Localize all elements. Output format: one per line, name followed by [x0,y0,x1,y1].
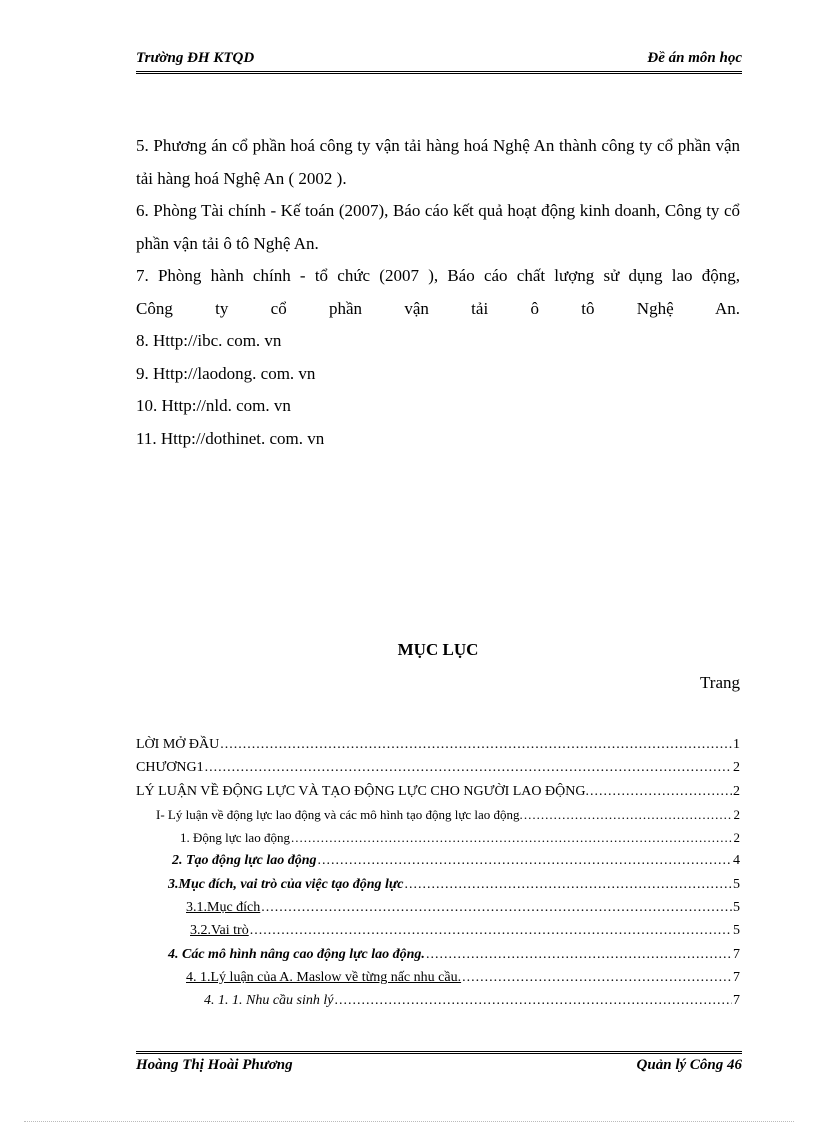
toc-entry-text: LỜI MỞ ĐẦU [136,737,220,752]
toc-entry-text: 3.Mục đích, vai trò của việc tạo động lực [168,876,404,892]
toc-row[interactable] [136,947,740,970]
toc-leader [404,877,732,893]
toc-row[interactable] [136,877,740,900]
toc-page-number: 5 [733,900,740,916]
toc-page-number: 2 [733,760,740,776]
toc-leader [462,970,732,986]
toc-title: MỤC LỤC [397,640,479,659]
toc-entry-text: 2. Tạo động lực lao động [172,853,317,869]
toc-entry-text: 4. Các mô hình nâng cao động lực lao động. [168,946,425,962]
toc-entry-text: 3.1.Mục đích [186,900,261,916]
toc-leader [220,737,732,753]
toc-page-number: 7 [733,969,740,985]
toc-page-number: 2 [733,783,740,799]
toc-page-number: 7 [733,946,740,962]
page-header [136,50,742,72]
table-of-contents [136,737,740,1017]
page-edge [24,1121,794,1122]
toc-entry-text: I- Lý luận về động lực lao động và các mô hình tạo động lực lao động. [156,806,523,822]
toc-entry-text: 1. Động lực lao động [180,830,290,846]
toc-entry-text: 4. 1. 1. Nhu cầu sinh lý [204,993,334,1009]
toc-row[interactable] [136,760,740,783]
toc-page-number: 5 [733,923,740,939]
reference-item: 9. Http://laodong. com. vn [136,363,316,383]
toc-row[interactable] [136,737,740,760]
toc-row[interactable] [136,923,740,946]
toc-page-number: 5 [733,876,740,892]
toc-row[interactable] [136,970,740,993]
toc-leader [291,830,733,846]
reference-item: 7. Phòng hành chính - tổ chức (2007 ), Báo cáo chất lượng sử dụng lao động, [136,266,740,285]
header-doc-type: Đề án môn học [647,50,742,66]
toc-leader [524,807,733,823]
toc-row[interactable] [136,853,740,876]
toc-entry-text: LÝ LUẬN VỀ ĐỘNG LỰC VÀ TẠO ĐỘNG LỰC CHO NGƯỜI LAO ĐỘNG. [136,783,589,799]
toc-row[interactable] [136,807,740,830]
toc-page-number: 1 [733,737,740,752]
toc-row[interactable] [136,784,740,807]
footer-author: Hoàng Thị Hoài Phương [136,1057,293,1073]
toc-page-number: 2 [733,806,740,822]
toc-leader [335,993,733,1009]
reference-item: Công ty cổ phần vận tải ô tô Nghệ An. [136,298,740,318]
toc-leader [250,923,732,939]
toc-leader [261,900,732,916]
toc-page-number: 4 [733,853,740,869]
toc-row[interactable] [136,993,740,1016]
reference-item: 11. Http://dothinet. com. vn [136,428,325,448]
footer-class: Quản lý Công 46 [636,1057,742,1073]
toc-entry-text: 4. 1.Lý luận của A. Maslow về từng nấc nhu cầu. [186,969,462,985]
page-footer [136,1057,742,1079]
toc-leader [426,947,732,963]
reference-item: 8. Http://ibc. com. vn [136,331,282,350]
toc-leader [318,853,732,869]
header-school: Trường ĐH KTQD [136,50,255,66]
reference-item: 10. Http://nld. com. vn [136,396,291,415]
toc-page-label: Trang [700,673,740,692]
toc-entry-text: 3.2.Vai trò [190,923,249,939]
toc-row[interactable] [136,900,740,923]
toc-page-number: 2 [733,830,740,846]
reference-list [136,130,740,455]
toc-row[interactable] [136,830,740,853]
toc-leader [205,760,732,776]
footer-rule [136,1051,742,1054]
reference-item: 6. Phòng Tài chính - Kế toán (2007), Báo cáo kết quả hoạt động kinh doanh, Công ty cổ phần vận tải ô tô Nghệ An. [136,201,740,253]
toc-entry-text: CHƯƠNG1 [136,760,204,776]
toc-page-number: 7 [733,993,740,1009]
header-rule [136,71,742,74]
reference-item: 5. Phương án cổ phần hoá công ty vận tải hàng hoá Nghệ An thành công ty cổ phần vận tải hàng hoá Nghệ An ( 2002 ). [136,136,740,188]
toc-leader [590,784,732,800]
